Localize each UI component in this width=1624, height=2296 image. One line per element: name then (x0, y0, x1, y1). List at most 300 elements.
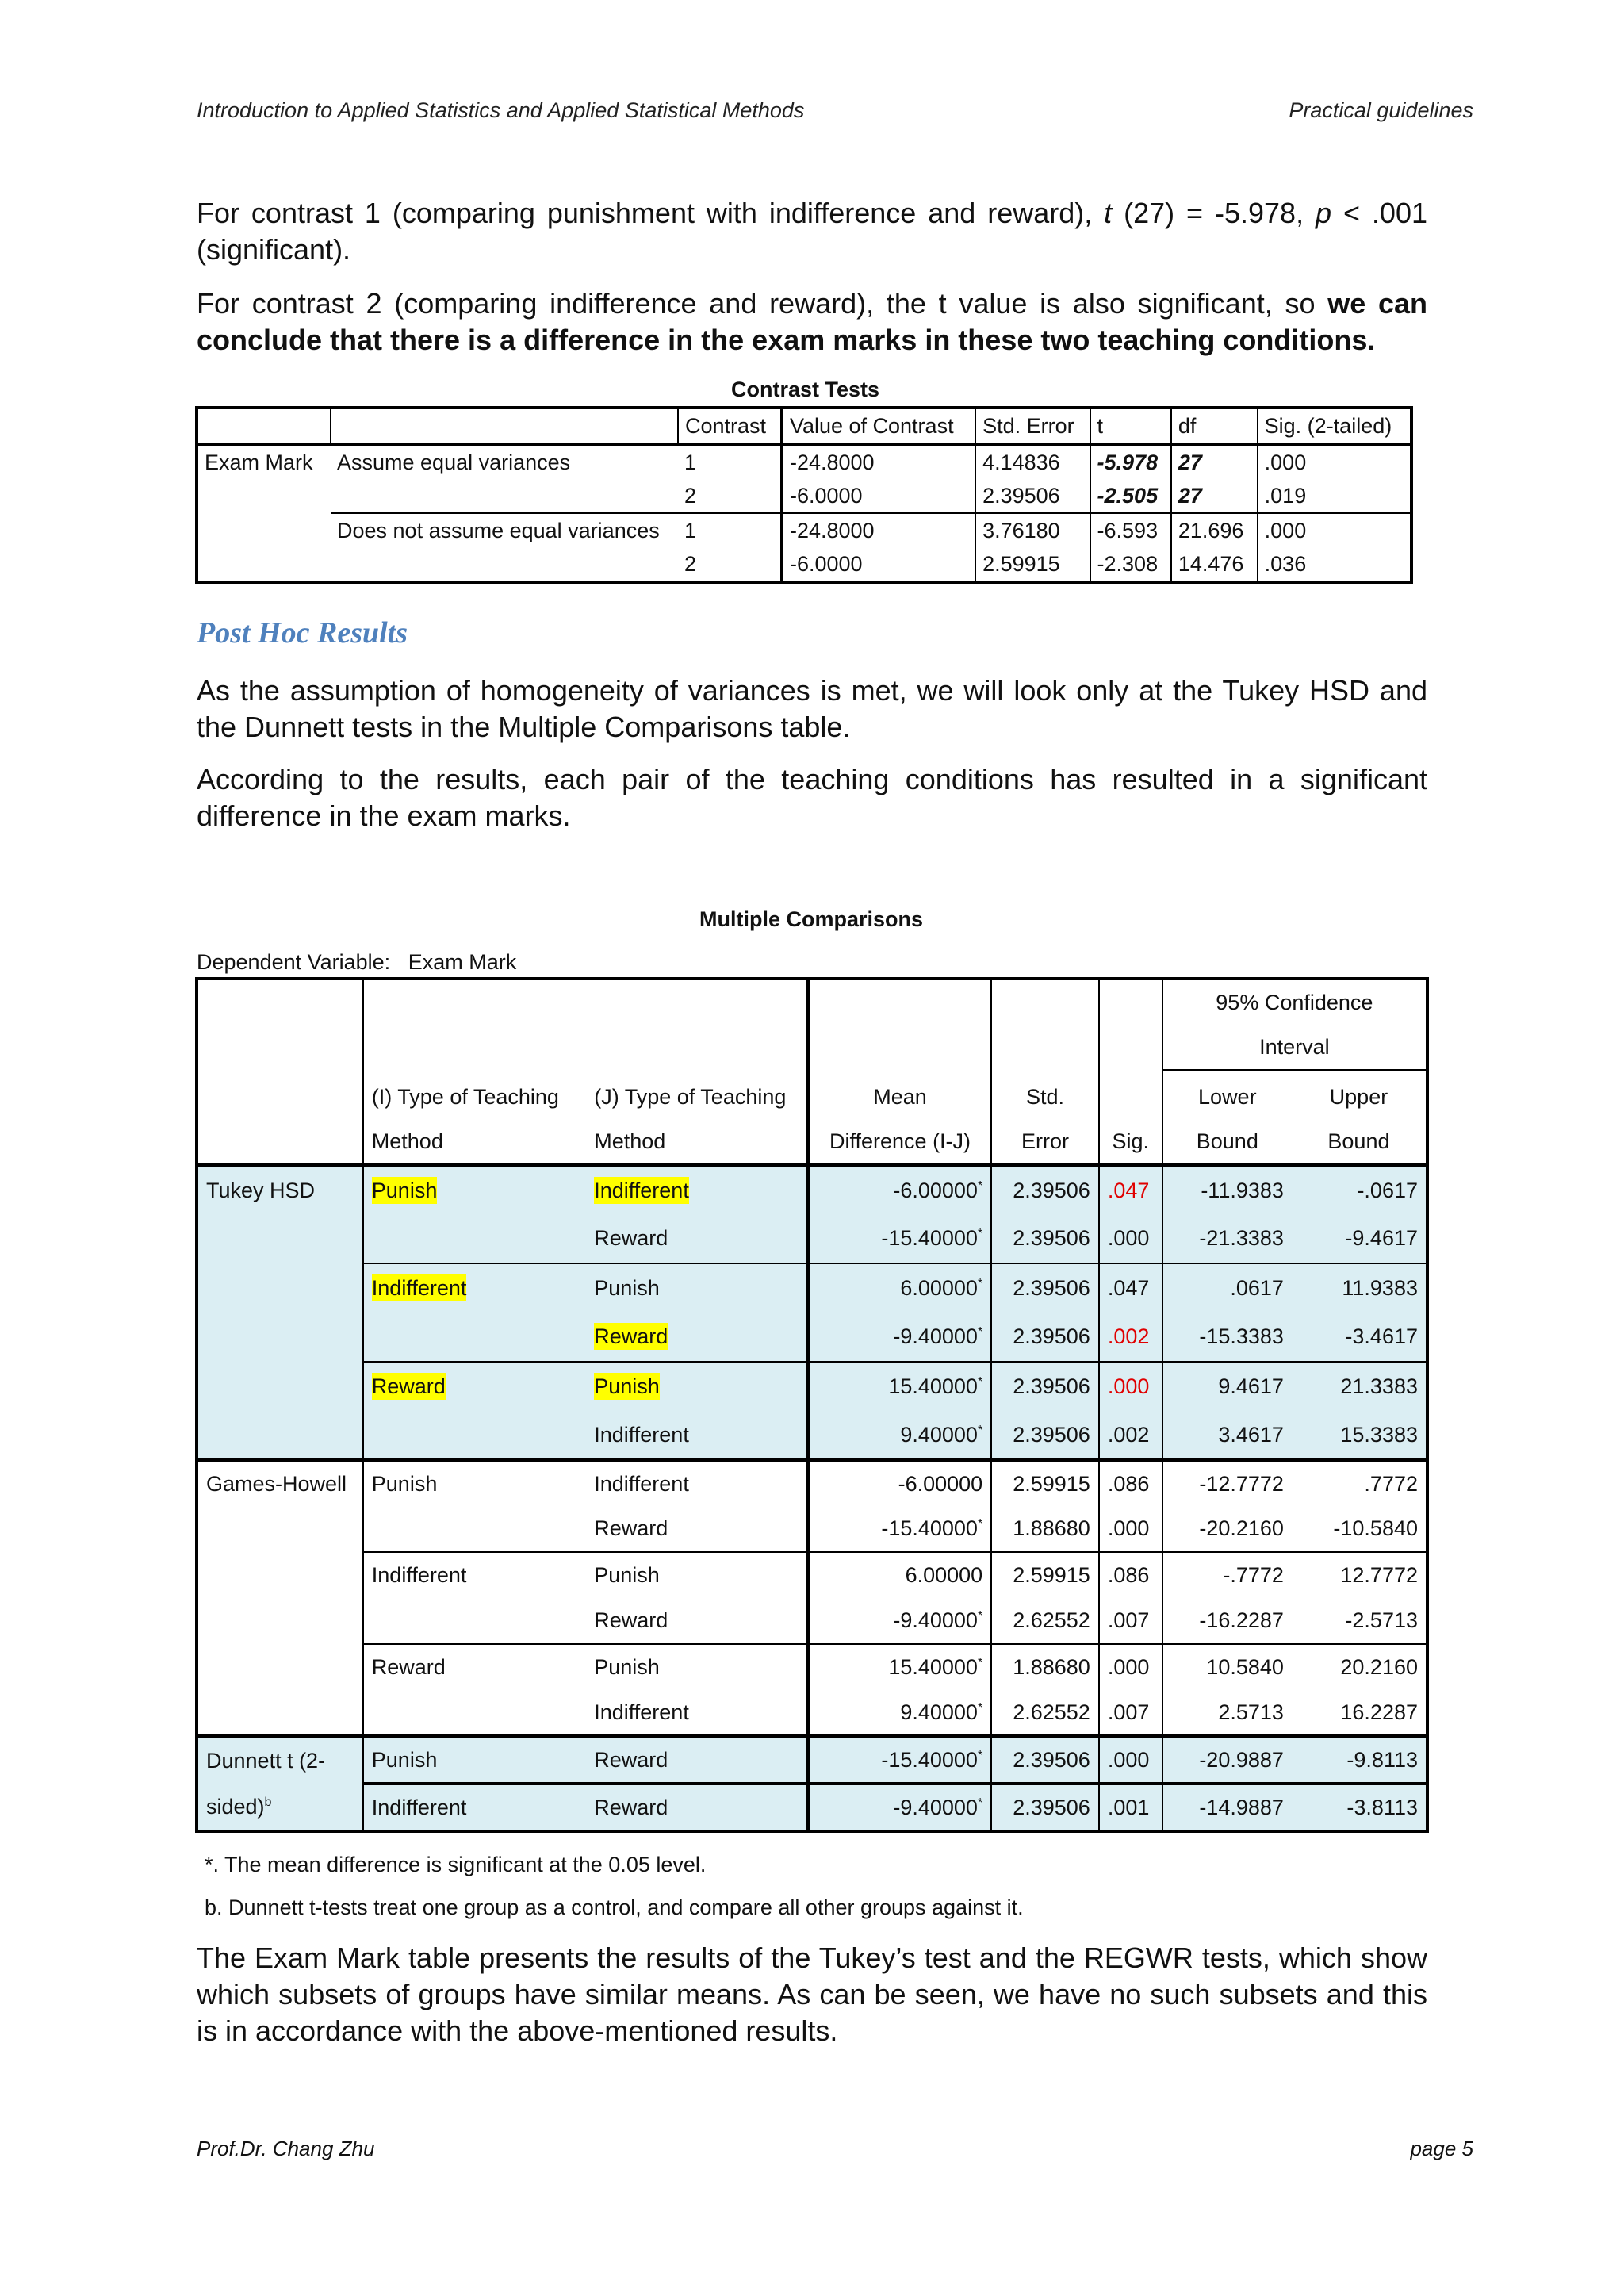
cell-lower-bound-text: -21.3383 (1199, 1226, 1284, 1250)
cell-lower-bound-text: -11.9383 (1201, 1178, 1284, 1202)
cell-contrast: 1 (684, 450, 697, 474)
cell-mean-difference-text: -6.00000 (893, 1178, 978, 1202)
cell-sig (1099, 1263, 1162, 1313)
cell-lower-bound (1162, 1506, 1292, 1552)
cell-value: -6.0000 (782, 479, 975, 513)
footnote-dunnett: b. Dunnett t-tests treat one group as a control, and compare all other groups against it. (205, 1895, 1024, 1919)
cell-sig (1099, 1552, 1162, 1598)
cell-std-error-text: 2.39506 (1013, 1747, 1090, 1772)
cell-sig-text: .001 (1107, 1795, 1150, 1819)
cell-lower-bound (1162, 1362, 1292, 1411)
cell-std-error-text: 1.88680 (1013, 1516, 1090, 1540)
cell-mean-difference (808, 1598, 991, 1644)
group-equal-variances: Assume equal variances (337, 450, 571, 474)
group-unequal-variances: Does not assume equal variances (331, 513, 678, 547)
cell-lower-bound (1162, 1411, 1292, 1460)
table-row (197, 1263, 1427, 1313)
significance-star: * (977, 1700, 983, 1715)
cell-upper-bound (1292, 1736, 1427, 1784)
cell-j-method (586, 1411, 808, 1460)
cell-i-method-text: Reward (371, 1655, 446, 1679)
cell-mean-difference-text: 15.40000 (888, 1655, 978, 1679)
footnote-significance: *. The mean difference is significant at the 0.05 level. (205, 1853, 707, 1876)
table-row (197, 1214, 1427, 1263)
cell-j-method-text: Reward (594, 1608, 668, 1632)
cell-i-method (363, 1165, 586, 1214)
cell-mean-difference-text: 6.00000 (905, 1563, 983, 1587)
cell-upper-bound (1292, 1552, 1427, 1598)
significance-star: * (977, 1609, 983, 1623)
paragraph-contrast-1 (197, 195, 1427, 268)
cell-std-error-text: 2.39506 (1013, 1795, 1090, 1819)
cell-mean-difference-text: -9.40000 (893, 1608, 978, 1632)
cell-mean-difference (808, 1552, 991, 1598)
cell-j-method (586, 1598, 808, 1644)
cell-j-method (586, 1690, 808, 1736)
cell-mean-difference (808, 1460, 991, 1506)
cell-upper-bound (1292, 1784, 1427, 1831)
cell-sig-text: .000 (1107, 1747, 1150, 1772)
dependent-label: Dependent Variable: (197, 950, 391, 974)
cell-std-error-text: 2.62552 (1013, 1608, 1090, 1632)
header-mean-line2: Difference (I-J) (829, 1129, 971, 1153)
cell-df: 14.476 (1171, 547, 1258, 582)
cell-std-error (991, 1506, 1099, 1552)
cell-upper-bound (1292, 1598, 1427, 1644)
cell-upper-bound-text: 11.9383 (1342, 1276, 1418, 1300)
dunnett-label-line2: sided) (206, 1794, 265, 1819)
table-row (197, 444, 1411, 479)
test-label-empty (197, 1362, 363, 1411)
table-row (197, 1362, 1427, 1411)
significance-star: * (977, 1227, 983, 1240)
header-contrast: Contrast (678, 408, 782, 444)
cell-std-error (991, 1598, 1099, 1644)
cell-mean-difference-text: 9.40000 (900, 1422, 978, 1447)
cell-std-error: 2.59915 (975, 547, 1090, 582)
cell-i-method (363, 1214, 586, 1263)
header-sig-text: Sig. (1112, 1129, 1150, 1153)
cell-upper-bound-text: -10.5840 (1333, 1516, 1418, 1540)
cell-mean-difference (808, 1362, 991, 1411)
cell-contrast: 2 (684, 483, 697, 508)
header-ci-line1: 95% Confidence (1216, 991, 1373, 1014)
table-row (197, 513, 1411, 547)
cell-std-error (991, 1552, 1099, 1598)
cell-i-method (363, 1362, 586, 1411)
cell-sig-text: .086 (1107, 1471, 1150, 1496)
cell-i-method (363, 1411, 586, 1460)
contrast-tests-table (195, 406, 1413, 584)
cell-j-method-text: Indifferent (594, 1422, 689, 1447)
para1-t-symbol: t (1104, 197, 1113, 229)
cell-sig-text: .007 (1107, 1608, 1150, 1632)
cell-upper-bound (1292, 1263, 1427, 1313)
cell-empty (197, 513, 331, 547)
mc-header-row-1 (197, 979, 1427, 1070)
cell-upper-bound-text: -.0617 (1357, 1178, 1418, 1202)
cell-j-method (586, 1362, 808, 1411)
header-se-line1: Std. (1025, 1085, 1065, 1109)
paragraph-post-hoc-2: According to the results, each pair of the teaching conditions has resulted in a significant difference in the exam marks. (197, 763, 1427, 832)
paragraph-exam-mark: The Exam Mark table presents the results of the Tukey’s test and the REGWR tests, which show which subsets of groups have similar means. As can be seen, we have no such subsets and this is in accordance with the above-mentioned results. (197, 1941, 1427, 2047)
cell-mean-difference-text: -9.40000 (893, 1324, 978, 1348)
cell-sig: .000 (1258, 444, 1411, 479)
header-sig: Sig. (2-tailed) (1258, 408, 1411, 444)
cell-t: -2.308 (1090, 547, 1171, 582)
cell-std-error (991, 1690, 1099, 1736)
cell-df: 27 (1171, 444, 1258, 479)
table-row (197, 547, 1411, 582)
cell-value: -24.8000 (782, 444, 975, 479)
test-label-empty (197, 1506, 363, 1552)
cell-i-method-text: Indifferent (371, 1795, 467, 1819)
cell-upper-bound (1292, 1214, 1427, 1263)
cell-sig: .036 (1258, 547, 1411, 582)
page-header (197, 98, 1473, 130)
contrast-table-caption: Contrast Tests (731, 378, 880, 401)
cell-sig (1099, 1165, 1162, 1214)
test-label-empty (197, 1598, 363, 1644)
cell-sig (1099, 1644, 1162, 1690)
cell-std-error (991, 1313, 1099, 1362)
cell-sig-text: .047 (1107, 1276, 1150, 1300)
cell-upper-bound (1292, 1460, 1427, 1506)
paragraph-contrast-2 (197, 286, 1427, 358)
test-label-games-howell-text: Games-Howell (206, 1471, 347, 1496)
table-row (197, 1506, 1427, 1552)
cell-sig (1099, 1214, 1162, 1263)
cell-lower-bound-text: -14.9887 (1199, 1795, 1284, 1819)
header-j-type-line2: Method (594, 1129, 666, 1153)
significance-star: * (977, 1325, 983, 1339)
cell-std-error (991, 1214, 1099, 1263)
cell-mean-difference (808, 1165, 991, 1214)
test-label-empty (197, 1644, 363, 1690)
header-empty-2 (331, 408, 678, 444)
significance-star: * (977, 1748, 983, 1762)
dependent-variable-label (197, 950, 516, 975)
cell-value: -24.8000 (782, 513, 975, 547)
cell-lower-bound-text: -16.2287 (1199, 1608, 1284, 1632)
para2-text: For contrast 2 (comparing indifference and reward), the t value is also significant, so (197, 287, 1328, 320)
cell-sig: .000 (1258, 513, 1411, 547)
cell-std-error (991, 1644, 1099, 1690)
cell-j-method-text: Reward (594, 1226, 668, 1250)
cell-std-error-text: 2.39506 (1013, 1178, 1090, 1202)
cell-upper-bound-text: 21.3383 (1340, 1374, 1418, 1398)
cell-mean-difference-text: -15.40000 (881, 1516, 978, 1540)
cell-j-method (586, 1165, 808, 1214)
cell-mean-difference (808, 1411, 991, 1460)
header-std-error (991, 979, 1099, 1165)
cell-std-error (991, 1362, 1099, 1411)
cell-std-error (991, 1165, 1099, 1214)
cell-i-method (363, 1552, 586, 1598)
cell-std-error-text: 2.59915 (1013, 1471, 1090, 1496)
cell-lower-bound (1162, 1784, 1292, 1831)
cell-upper-bound-text: 20.2160 (1340, 1655, 1418, 1679)
cell-sig (1099, 1690, 1162, 1736)
test-label-empty (197, 1313, 363, 1362)
header-mean-line1: Mean (873, 1085, 927, 1109)
header-ci-line2: Interval (1259, 1035, 1330, 1059)
cell-j-method-text: Reward (594, 1516, 668, 1540)
multiple-comparisons-table (195, 977, 1429, 1833)
cell-lower-bound (1162, 1644, 1292, 1690)
header-empty (197, 979, 363, 1165)
cell-j-method-text: Indifferent (594, 1700, 689, 1724)
cell-upper-bound (1292, 1362, 1427, 1411)
cell-sig (1099, 1736, 1162, 1784)
header-lower-line1: Lower (1198, 1085, 1257, 1109)
cell-j-method-text: Punish (594, 1655, 660, 1679)
cell-t: -5.978 (1090, 444, 1171, 479)
cell-mean-difference-text: -9.40000 (893, 1795, 978, 1819)
cell-mean-difference (808, 1214, 991, 1263)
table-row (197, 1784, 1427, 1831)
table-row (197, 1552, 1427, 1598)
cell-std-error-text: 2.39506 (1013, 1422, 1090, 1447)
cell-mean-difference (808, 1506, 991, 1552)
cell-j-method (586, 1552, 808, 1598)
header-t: t (1090, 408, 1171, 444)
test-label-dunnett (197, 1736, 363, 1784)
cell-lower-bound-text: -15.3383 (1199, 1324, 1284, 1348)
significance-star: * (977, 1656, 983, 1669)
header-j-type-line1: (J) Type of Teaching (594, 1085, 787, 1109)
table-row (197, 1313, 1427, 1362)
cell-j-method-text: Punish (594, 1374, 660, 1398)
cell-upper-bound-text: 15.3383 (1340, 1422, 1418, 1447)
cell-upper-bound-text: -9.8113 (1346, 1747, 1418, 1772)
cell-j-method (586, 1644, 808, 1690)
cell-sig (1099, 1506, 1162, 1552)
table-row (197, 479, 1411, 513)
cell-upper-bound (1292, 1165, 1427, 1214)
cell-sig-text: .000 (1107, 1655, 1150, 1679)
cell-std-error-text: 2.39506 (1013, 1374, 1090, 1398)
header-upper-bound (1292, 1070, 1427, 1165)
paragraph-post-hoc-1: As the assumption of homogeneity of variances is met, we will look only at the Tukey HSD and the Dunnett tests in the Multiple Comparisons table. (197, 674, 1427, 743)
cell-std-error-text: 1.88680 (1013, 1655, 1090, 1679)
cell-upper-bound-text: -9.4617 (1345, 1226, 1418, 1250)
cell-sig: .019 (1258, 479, 1411, 513)
test-label-tukey-text: Tukey HSD (206, 1178, 316, 1202)
cell-i-method (363, 1313, 586, 1362)
cell-mean-difference-text: -15.40000 (881, 1747, 978, 1772)
cell-sig-text: .000 (1107, 1374, 1150, 1398)
section-title-post-hoc: Post Hoc Results (197, 616, 408, 650)
dunnett-label-line1: Dunnett t (2- (206, 1748, 326, 1773)
footer-author: Prof.Dr. Chang Zhu (197, 2137, 375, 2160)
cell-contrast: 1 (678, 513, 782, 547)
cell-empty (197, 479, 331, 513)
cell-std-error-text: 2.39506 (1013, 1276, 1090, 1300)
cell-lower-bound-text: -.7772 (1223, 1563, 1284, 1587)
cell-std-error-text: 2.39506 (1013, 1226, 1090, 1250)
test-label-empty (197, 1263, 363, 1313)
cell-j-method (586, 1313, 808, 1362)
cell-i-method (363, 1644, 586, 1690)
cell-upper-bound (1292, 1644, 1427, 1690)
cell-lower-bound-text: 9.4617 (1218, 1374, 1284, 1398)
cell-contrast: 2 (684, 551, 697, 576)
cell-i-method (363, 1263, 586, 1313)
cell-upper-bound (1292, 1690, 1427, 1736)
cell-std-error (991, 1460, 1099, 1506)
cell-i-method-text: Indifferent (371, 1563, 467, 1587)
cell-j-method (586, 1736, 808, 1784)
contrast-header-row (197, 408, 1411, 444)
cell-sig-text: .000 (1107, 1516, 1150, 1540)
significance-star: * (977, 1277, 983, 1290)
cell-i-method (363, 1736, 586, 1784)
cell-i-method (363, 1784, 586, 1831)
cell-df: 21.696 (1171, 513, 1258, 547)
header-lower-line2: Bound (1196, 1129, 1258, 1153)
table-row (197, 1736, 1427, 1784)
cell-upper-bound (1292, 1506, 1427, 1552)
cell-std-error (991, 1784, 1099, 1831)
cell-std-error: 3.76180 (975, 513, 1090, 547)
cell-lower-bound-text: -20.2160 (1199, 1516, 1284, 1540)
cell-sig (1099, 1411, 1162, 1460)
cell-i-method (363, 1598, 586, 1644)
cell-lower-bound-text: -12.7772 (1199, 1471, 1284, 1496)
cell-mean-difference (808, 1690, 991, 1736)
cell-i-method-text: Reward (371, 1374, 446, 1398)
cell-i-method (363, 1506, 586, 1552)
cell-i-method-text: Punish (371, 1178, 438, 1202)
cell-mean-difference-text: -15.40000 (881, 1226, 978, 1250)
cell-lower-bound (1162, 1165, 1292, 1214)
test-label-dunnett-cont (197, 1784, 363, 1831)
header-i-type-line1: (I) Type of Teaching (371, 1085, 559, 1109)
cell-sig-text: .002 (1107, 1422, 1150, 1447)
table-row (197, 1165, 1427, 1214)
para1-text-b: (27) = -5.978, (1112, 197, 1316, 229)
dependent-value: Exam Mark (408, 950, 517, 974)
header-value: Value of Contrast (782, 408, 975, 444)
cell-j-method (586, 1460, 808, 1506)
significance-star: * (977, 1375, 983, 1389)
cell-lower-bound-text: -20.9887 (1199, 1747, 1284, 1772)
header-title: Introduction to Applied Statistics and Applied Statistical Methods (197, 98, 805, 122)
significance-star: * (977, 1796, 983, 1810)
cell-mean-difference-text: 9.40000 (900, 1700, 978, 1724)
cell-std-error-text: 2.39506 (1013, 1324, 1090, 1348)
cell-std-error (991, 1263, 1099, 1313)
test-label-tukey (197, 1165, 363, 1214)
cell-mean-difference-text: -6.00000 (898, 1471, 983, 1496)
header-upper-line2: Bound (1327, 1129, 1390, 1153)
cell-std-error (991, 1736, 1099, 1784)
row-label-exam-mark: Exam Mark (205, 450, 313, 474)
cell-df: 27 (1171, 479, 1258, 513)
cell-j-method (586, 1214, 808, 1263)
cell-std-error (991, 1411, 1099, 1460)
cell-mean-difference (808, 1263, 991, 1313)
cell-lower-bound-text: 2.5713 (1218, 1700, 1284, 1724)
cell-j-method (586, 1263, 808, 1313)
cell-mean-difference (808, 1784, 991, 1831)
test-label-empty (197, 1690, 363, 1736)
cell-i-method-text: Punish (371, 1747, 438, 1772)
cell-lower-bound (1162, 1552, 1292, 1598)
cell-upper-bound (1292, 1411, 1427, 1460)
cell-j-method-text: Punish (594, 1276, 660, 1300)
cell-sig (1099, 1362, 1162, 1411)
cell-upper-bound-text: 12.7772 (1340, 1563, 1418, 1587)
header-subtitle: Practical guidelines (1289, 98, 1473, 122)
cell-lower-bound (1162, 1690, 1292, 1736)
cell-sig (1099, 1313, 1162, 1362)
cell-lower-bound-text: .0617 (1230, 1276, 1284, 1300)
cell-sig (1099, 1460, 1162, 1506)
cell-mean-difference-text: 15.40000 (888, 1374, 978, 1398)
cell-lower-bound (1162, 1263, 1292, 1313)
cell-sig (1099, 1784, 1162, 1831)
header-mean-diff (808, 979, 991, 1165)
header-empty-1 (197, 408, 331, 444)
cell-j-method-text: Reward (594, 1324, 668, 1348)
header-i-type (363, 979, 586, 1165)
table-row (197, 1460, 1427, 1506)
cell-std-error-text: 2.62552 (1013, 1700, 1090, 1724)
cell-sig-text: .086 (1107, 1563, 1150, 1587)
cell-j-method-text: Punish (594, 1563, 660, 1587)
para2-bold-text: we can conclude that there is a difference in the exam marks in these two teaching conditions. (197, 287, 1427, 356)
header-sig (1099, 979, 1162, 1165)
test-label-empty (197, 1411, 363, 1460)
header-i-type-line2: Method (371, 1129, 443, 1153)
cell-i-method-text: Punish (371, 1471, 438, 1496)
mc-table-body (197, 1165, 1427, 1831)
cell-lower-bound (1162, 1598, 1292, 1644)
cell-mean-difference-text: 6.00000 (900, 1276, 978, 1300)
table-row (197, 1690, 1427, 1736)
cell-mean-difference (808, 1644, 991, 1690)
cell-lower-bound (1162, 1313, 1292, 1362)
cell-mean-difference (808, 1313, 991, 1362)
test-label-empty (197, 1214, 363, 1263)
cell-lower-bound-text: 10.5840 (1206, 1655, 1284, 1679)
cell-lower-bound (1162, 1214, 1292, 1263)
header-df: df (1171, 408, 1258, 444)
cell-upper-bound-text: .7772 (1364, 1471, 1418, 1496)
table-row (197, 1598, 1427, 1644)
cell-i-method (363, 1460, 586, 1506)
cell-j-method-text: Reward (594, 1747, 668, 1772)
cell-std-error: 4.14836 (975, 444, 1090, 479)
cell-upper-bound-text: -3.4617 (1345, 1324, 1418, 1348)
cell-sig (1099, 1598, 1162, 1644)
table-row (197, 1644, 1427, 1690)
significance-star: * (977, 1517, 983, 1531)
cell-sig-text: .047 (1107, 1178, 1150, 1202)
cell-upper-bound-text: -3.8113 (1346, 1795, 1418, 1819)
cell-j-method-text: Indifferent (594, 1471, 689, 1496)
table-row (197, 1411, 1427, 1460)
para1-text-a: For contrast 1 (comparing punishment with indifference and reward), (197, 197, 1105, 229)
cell-lower-bound (1162, 1460, 1292, 1506)
cell-std-error: 2.39506 (975, 479, 1090, 513)
significance-star: * (977, 1179, 983, 1193)
para1-text-c: < .001 (significant). (197, 197, 1427, 266)
header-lower-bound (1162, 1070, 1292, 1165)
cell-t: -2.505 (1090, 479, 1171, 513)
